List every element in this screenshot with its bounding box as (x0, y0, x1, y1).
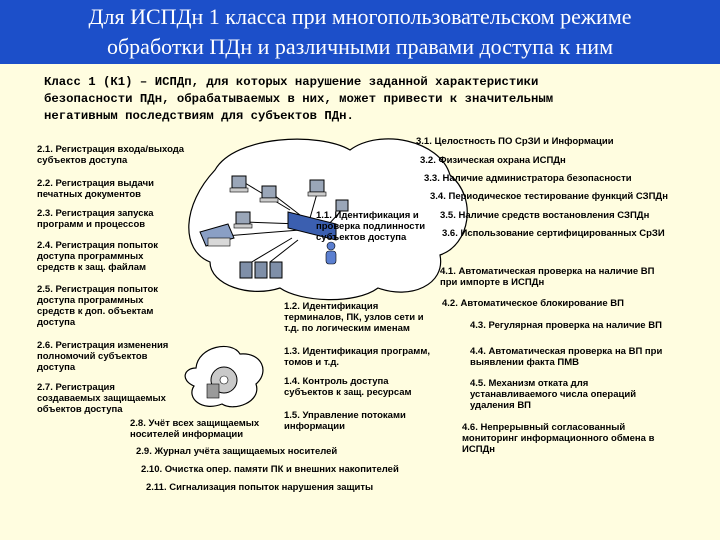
intro-line-1: Класс 1 (К1) – ИСПДп, для которых нарушение заданной характеристики (44, 75, 539, 89)
computer-icon-3 (308, 180, 326, 196)
server-icon-2 (255, 262, 267, 278)
item-2-5: 2.5. Регистрация попыток доступа программных средств к доп. объектам доступа (37, 284, 159, 328)
computer-icon-4 (234, 212, 252, 228)
item-2-2: 2.2. Регистрация выдачи печатных документов (37, 178, 154, 200)
slide-title-line-1: Для ИСПДн 1 класса при многопользовательском режиме (88, 4, 632, 29)
server-icon-3 (270, 262, 282, 278)
item-2-11: 2.11. Сигнализация попыток нарушения защиты (146, 482, 374, 493)
intro-line-2: безопасности ПДн, обрабатываемых в них, может привести к значительным (44, 92, 554, 106)
item-1-4: 1.4. Контроль доступа субъектов к защ. ресурсам (284, 376, 412, 398)
item-2-1: 2.1. Регистрация входа/выхода субъектов доступа (37, 144, 185, 166)
item-2-10: 2.10. Очистка опер. памяти ПК и внешних накопителей (141, 464, 399, 475)
item-2-3: 2.3. Регистрация запуска программ и процессов (37, 208, 154, 230)
computer-icon-2 (260, 186, 278, 202)
item-2-7: 2.7. Регистрация создаваемых защищаемых объектов доступа (37, 382, 166, 415)
item-3-1: 3.1. Целостность ПО СрЗИ и Информации (416, 136, 614, 147)
item-1-3: 1.3. Идентификация программ, томов и т.д. (284, 346, 430, 368)
item-1-5: 1.5. Управление потоками информации (284, 410, 406, 432)
item-3-6: 3.6. Использование сертифицированных СрЗИ (442, 228, 665, 239)
item-2-4: 2.4. Регистрация попыток доступа программных средств к защ. файлам (37, 240, 159, 273)
item-3-2: 3.2. Физическая охрана ИСПДн (420, 155, 566, 166)
item-2-8: 2.8. Учёт всех защищаемых носителей информации (130, 418, 260, 440)
item-4-3: 4.3. Регулярная проверка на наличие ВП (470, 320, 662, 331)
item-2-9: 2.9. Журнал учёта защищаемых носителей (136, 446, 338, 457)
item-1-1: 1.1. Идентификация и проверка подлинности субъектов доступа (316, 210, 426, 243)
item-4-4: 4.4. Автоматическая проверка на ВП при выявлении факта ПМВ (470, 346, 663, 368)
item-4-6: 4.6. Непрерывный согласованный мониторинг информационного обмена в ИСПДн (462, 422, 655, 455)
computer-icon-1 (230, 176, 248, 192)
item-3-4: 3.4. Периодическое тестирование функций СЗПДн (430, 191, 668, 202)
slide-title-line-2: обработки ПДн и различными правами доступа к ним (106, 34, 614, 59)
intro-line-3: негативным последствиям для субъектов ПДн. (44, 109, 354, 123)
item-4-1: 4.1. Автоматическая проверка на наличие ВП при импорте в ИСПДн (440, 266, 655, 288)
item-3-3: 3.3. Наличие администратора безопасности (424, 173, 632, 184)
user-icon (326, 242, 336, 264)
item-4-2: 4.2. Автоматическое блокирование ВП (442, 298, 624, 309)
item-4-5: 4.5. Механизм отката для устанавливаемого числа операций удаления ВП (470, 378, 637, 411)
item-3-5: 3.5. Наличие средств востановления СЗПДн (440, 210, 650, 221)
item-2-6: 2.6. Регистрация изменения полномочий субъектов доступа (37, 340, 169, 373)
server-icon-1 (240, 262, 252, 278)
item-1-2: 1.2. Идентификация терминалов, ПК, узлов сети и т.д. по логическим именам (284, 301, 424, 334)
